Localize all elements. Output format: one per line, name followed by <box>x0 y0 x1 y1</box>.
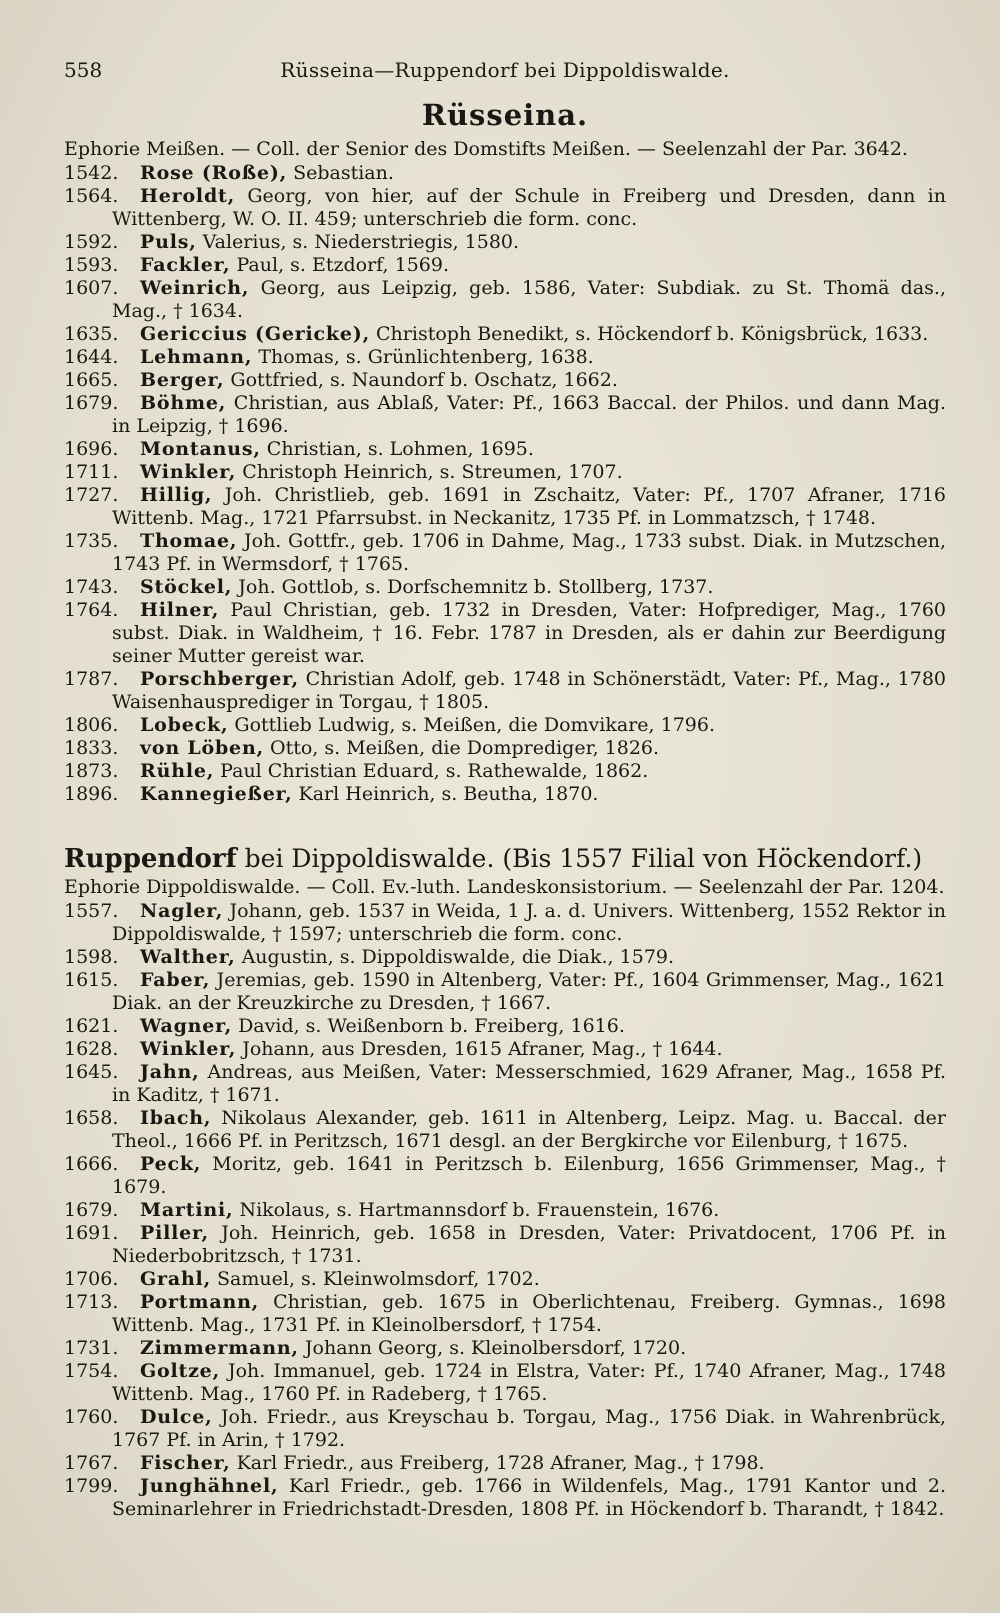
list-item <box>64 1199 946 1222</box>
list-item <box>64 530 946 576</box>
entry-year: 1787. <box>64 668 119 690</box>
entry-year: 1764. <box>64 599 119 621</box>
entry-text: Nikolaus Alexander, geb. 1611 in Altenberg, Leipz. Mag. u. Baccal. der Theol., 1666 Pf. in Peritzsch, 1671 desgl. an der Bergkirche vor Eilenburg, † 1675. <box>112 1107 946 1152</box>
entry-name: Goltze, <box>140 1360 220 1382</box>
entry-name: Hilner, <box>140 599 220 621</box>
entry-name: Portmann, <box>140 1291 260 1313</box>
list-item <box>64 1061 946 1107</box>
entry-name: von Löben, <box>140 737 264 759</box>
entry-text: Johann Georg, s. Kleinolbersdorf, 1720. <box>298 1337 687 1359</box>
entry-name: Berger, <box>140 369 225 391</box>
entry-name: Lehmann, <box>140 346 253 368</box>
entry-year: 1679. <box>64 392 119 414</box>
entry-year: 1896. <box>64 783 119 805</box>
list-item <box>64 438 946 461</box>
entry-name: Fischer, <box>140 1452 231 1474</box>
entry-text: Otto, s. Meißen, die Domprediger, 1826. <box>263 737 660 759</box>
entry-name: Zimmermann, <box>140 1337 299 1359</box>
section-title-name: Ruppendorf <box>64 844 237 874</box>
entry-text: Karl Friedr., geb. 1766 in Wildenfels, Mag., 1791 Kantor und 2. Seminarlehrer in Friedrichstadt-Dresden, 1808 Pf. in Höckendorf b. Tharandt, † 1842. <box>112 1475 946 1520</box>
running-title: Rüsseina—Ruppendorf bei Dippoldiswalde. <box>280 58 730 82</box>
entry-name: Jahn, <box>140 1061 200 1083</box>
entry-list-ruesseina <box>64 162 946 806</box>
entry-name: Kannegießer, <box>140 783 293 805</box>
list-item <box>64 461 946 484</box>
entry-text: Sebastian. <box>287 162 394 184</box>
entry-name: Wagner, <box>140 1015 233 1037</box>
entry-text: Jeremias, geb. 1590 in Altenberg, Vater: Pf., 1604 Grimmenser, Mag., 1621 Diak. an der Kreuzkirche zu Dresden, † 1667. <box>112 969 946 1014</box>
list-item <box>64 231 946 254</box>
list-item <box>64 946 946 969</box>
entry-text: Christoph Heinrich, s. Streumen, 1707. <box>236 461 623 483</box>
list-item <box>64 900 946 946</box>
entry-text: Moritz, geb. 1641 in Peritzsch b. Eilenburg, 1656 Grimmenser, Mag., † 1679. <box>112 1153 946 1198</box>
entry-year: 1557. <box>64 900 119 922</box>
entry-name: Fackler, <box>140 254 231 276</box>
entry-name: Grahl, <box>140 1268 211 1290</box>
list-item <box>64 1406 946 1452</box>
entry-text: Gottlieb Ludwig, s. Meißen, die Domvikare, 1796. <box>228 714 716 736</box>
list-item <box>64 1268 946 1291</box>
list-item <box>64 1475 946 1521</box>
entry-name: Peck, <box>140 1153 202 1175</box>
list-item <box>64 392 946 438</box>
section-meta-ruppendorf: Ephorie Dippoldiswalde. — Coll. Ev.-luth. Landeskonsistorium. — Seelenzahl der Par. 1204. <box>64 876 945 898</box>
list-item <box>64 1360 946 1406</box>
entry-name: Ibach, <box>140 1107 212 1129</box>
entry-name: Puls, <box>140 231 197 253</box>
entry-text: Augustin, s. Dippoldiswalde, die Diak., 1579. <box>235 946 675 968</box>
section-title-rest: bei Dippoldiswalde. (Bis 1557 Filial von Höckendorf.) <box>236 844 923 873</box>
list-item <box>64 714 946 737</box>
entry-name: Faber, <box>140 969 211 991</box>
running-head <box>64 58 946 92</box>
list-item <box>64 783 946 806</box>
entry-text: Christian Adolf, geb. 1748 in Schönerstädt, Vater: Pf., Mag., 1780 Waisenhausprediger in Torgau, † 1805. <box>112 668 946 713</box>
section-title-ruesseina: Rüsseina. <box>421 98 589 132</box>
entry-year: 1799. <box>64 1475 119 1497</box>
entry-year: 1691. <box>64 1222 119 1244</box>
entry-year: 1628. <box>64 1038 119 1060</box>
entry-year: 1696. <box>64 438 119 460</box>
entry-year: 1706. <box>64 1268 119 1290</box>
entry-name: Dulce, <box>140 1406 213 1428</box>
entry-text: Georg, von hier, auf der Schule in Freiberg und Dresden, dann in Wittenberg, W. O. II. 459; unterschrieb die form. conc. <box>112 185 946 230</box>
entry-name: Lobeck, <box>140 714 229 736</box>
entry-text: Karl Heinrich, s. Beutha, 1870. <box>292 783 599 805</box>
entry-text: Joh. Christlieb, geb. 1691 in Zschaitz, Vater: Pf., 1707 Afraner, 1716 Wittenb. Mag., 1721 Pfarrsubst. in Neckanitz, 1735 Pf. in Lommatzsch, † 1748. <box>112 484 946 529</box>
entry-name: Nagler, <box>140 900 224 922</box>
entry-text: Thomas, s. Grünlichtenberg, 1638. <box>252 346 594 368</box>
list-item <box>64 369 946 392</box>
entry-name: Martini, <box>140 1199 234 1221</box>
entry-text: Andreas, aus Meißen, Vater: Messerschmied, 1629 Afraner, Mag., 1658 Pf. in Kaditz, † 1671. <box>112 1061 946 1106</box>
entry-text: Paul Christian, geb. 1732 in Dresden, Vater: Hofprediger, Mag., 1760 subst. Diak. in Waldheim, † 16. Febr. 1787 in Dresden, als er dahin zur Beerdigung seiner Mutter gereist war. <box>112 599 946 667</box>
entry-text: Christoph Benedikt, s. Höckendorf b. Königsbrück, 1633. <box>369 323 929 345</box>
entry-text: Georg, aus Leipzig, geb. 1586, Vater: Subdiak. zu St. Thomä das., Mag., † 1634. <box>112 277 946 322</box>
list-item <box>64 1038 946 1061</box>
list-item <box>64 277 946 323</box>
entry-text: Samuel, s. Kleinwolmsdorf, 1702. <box>211 1268 540 1290</box>
entry-year: 1645. <box>64 1061 119 1083</box>
list-item <box>64 576 946 599</box>
entry-text: Gottfried, s. Naundorf b. Oschatz, 1662. <box>224 369 618 391</box>
entry-text: Joh. Heinrich, geb. 1658 in Dresden, Vater: Privatdocent, 1706 Pf. in Niederbobritzsch, † 1731. <box>112 1222 946 1267</box>
entry-name: Stöckel, <box>140 576 233 598</box>
list-item <box>64 1291 946 1337</box>
entry-year: 1564. <box>64 185 119 207</box>
entry-year: 1635. <box>64 323 119 345</box>
entry-year: 1735. <box>64 530 119 552</box>
entry-year: 1873. <box>64 760 119 782</box>
entry-list-ruppendorf <box>64 900 946 1521</box>
list-item <box>64 1107 946 1153</box>
entry-year: 1767. <box>64 1452 119 1474</box>
entry-text: Valerius, s. Niederstriegis, 1580. <box>196 231 520 253</box>
entry-text: Paul Christian Eduard, s. Rathewalde, 1862. <box>214 760 649 782</box>
list-item <box>64 760 946 783</box>
entry-text: Joh. Friedr., aus Kreyschau b. Torgau, Mag., 1756 Diak. in Wahrenbrück, 1767 Pf. in Arin, † 1792. <box>112 1406 946 1451</box>
entry-name: Porschberger, <box>140 668 299 690</box>
section-title-ruppendorf <box>64 844 946 874</box>
list-item <box>64 737 946 760</box>
entry-name: Heroldt, <box>140 185 236 207</box>
entry-text: Paul, s. Etzdorf, 1569. <box>230 254 449 276</box>
entry-text: Joh. Gottfr., geb. 1706 in Dahme, Mag., 1733 subst. Diak. in Mutzschen, 1743 Pf. in Wermsdorf, † 1765. <box>112 530 946 575</box>
entry-text: Christian, aus Ablaß, Vater: Pf., 1663 Baccal. der Philos. und dann Mag. in Leipzig, † 1696. <box>112 392 946 437</box>
entry-year: 1711. <box>64 461 119 483</box>
list-item <box>64 668 946 714</box>
entry-year: 1833. <box>64 737 119 759</box>
page-number: 558 <box>64 58 103 82</box>
entry-text: Karl Friedr., aus Freiberg, 1728 Afraner, Mag., † 1798. <box>230 1452 765 1474</box>
list-item <box>64 1153 946 1199</box>
entry-name: Rühle, <box>140 760 215 782</box>
entry-year: 1713. <box>64 1291 119 1313</box>
list-item <box>64 1452 946 1475</box>
section-meta-ruesseina: Ephorie Meißen. — Coll. der Senior des Domstifts Meißen. — Seelenzahl der Par. 3642. <box>64 138 908 160</box>
entry-name: Thomae, <box>140 530 238 552</box>
entry-year: 1644. <box>64 346 119 368</box>
entry-text: Christian, geb. 1675 in Oberlichtenau, Freiberg. Gymnas., 1698 Wittenb. Mag., 1731 Pf. in Kleinolbersdorf, † 1754. <box>112 1291 946 1336</box>
list-item <box>64 484 946 530</box>
entry-text: Joh. Gottlob, s. Dorfschemnitz b. Stollberg, 1737. <box>232 576 714 598</box>
entry-year: 1607. <box>64 277 119 299</box>
entry-name: Weinrich, <box>140 277 250 299</box>
list-item <box>64 323 946 346</box>
entry-year: 1731. <box>64 1337 119 1359</box>
list-item <box>64 599 946 668</box>
list-item <box>64 1337 946 1360</box>
entry-year: 1621. <box>64 1015 119 1037</box>
entry-year: 1598. <box>64 946 119 968</box>
entry-year: 1743. <box>64 576 119 598</box>
entry-name: Walther, <box>140 946 236 968</box>
entry-year: 1679. <box>64 1199 119 1221</box>
list-item <box>64 1015 946 1038</box>
list-item <box>64 185 946 231</box>
entry-year: 1542. <box>64 162 119 184</box>
entry-name: Hillig, <box>140 484 213 506</box>
entry-name: Winkler, <box>140 461 237 483</box>
entry-year: 1592. <box>64 231 119 253</box>
entry-name: Montanus, <box>140 438 261 460</box>
entry-year: 1665. <box>64 369 119 391</box>
entry-year: 1754. <box>64 1360 119 1382</box>
entry-year: 1760. <box>64 1406 119 1428</box>
entry-text: David, s. Weißenborn b. Freiberg, 1616. <box>232 1015 625 1037</box>
entry-name: Piller, <box>140 1222 209 1244</box>
entry-text: Christian, s. Lohmen, 1695. <box>260 438 534 460</box>
list-item <box>64 346 946 369</box>
entry-name: Junghähnel, <box>140 1475 279 1497</box>
list-item <box>64 1222 946 1268</box>
entry-text: Nikolaus, s. Hartmannsdorf b. Frauenstein, 1676. <box>233 1199 720 1221</box>
list-item <box>64 969 946 1015</box>
entry-text: Johann, geb. 1537 in Weida, 1 J. a. d. Univers. Wittenberg, 1552 Rektor in Dippoldiswalde, † 1597; unterschrieb die form. conc. <box>112 900 946 945</box>
entry-year: 1666. <box>64 1153 119 1175</box>
entry-text: Johann, aus Dresden, 1615 Afraner, Mag., † 1644. <box>236 1038 723 1060</box>
entry-year: 1593. <box>64 254 119 276</box>
entry-year: 1727. <box>64 484 119 506</box>
entry-year: 1658. <box>64 1107 119 1129</box>
entry-year: 1806. <box>64 714 119 736</box>
list-item <box>64 162 946 185</box>
entry-name: Rose (Roße), <box>140 162 288 184</box>
entry-name: Winkler, <box>140 1038 237 1060</box>
entry-name: Böhme, <box>140 392 227 414</box>
list-item <box>64 254 946 277</box>
entry-year: 1615. <box>64 969 119 991</box>
entry-name: Gericcius (Gericke), <box>140 323 370 345</box>
entry-text: Joh. Immanuel, geb. 1724 in Elstra, Vater: Pf., 1740 Afraner, Mag., 1748 Wittenb. Mag., 1760 Pf. in Radeberg, † 1765. <box>112 1360 946 1405</box>
